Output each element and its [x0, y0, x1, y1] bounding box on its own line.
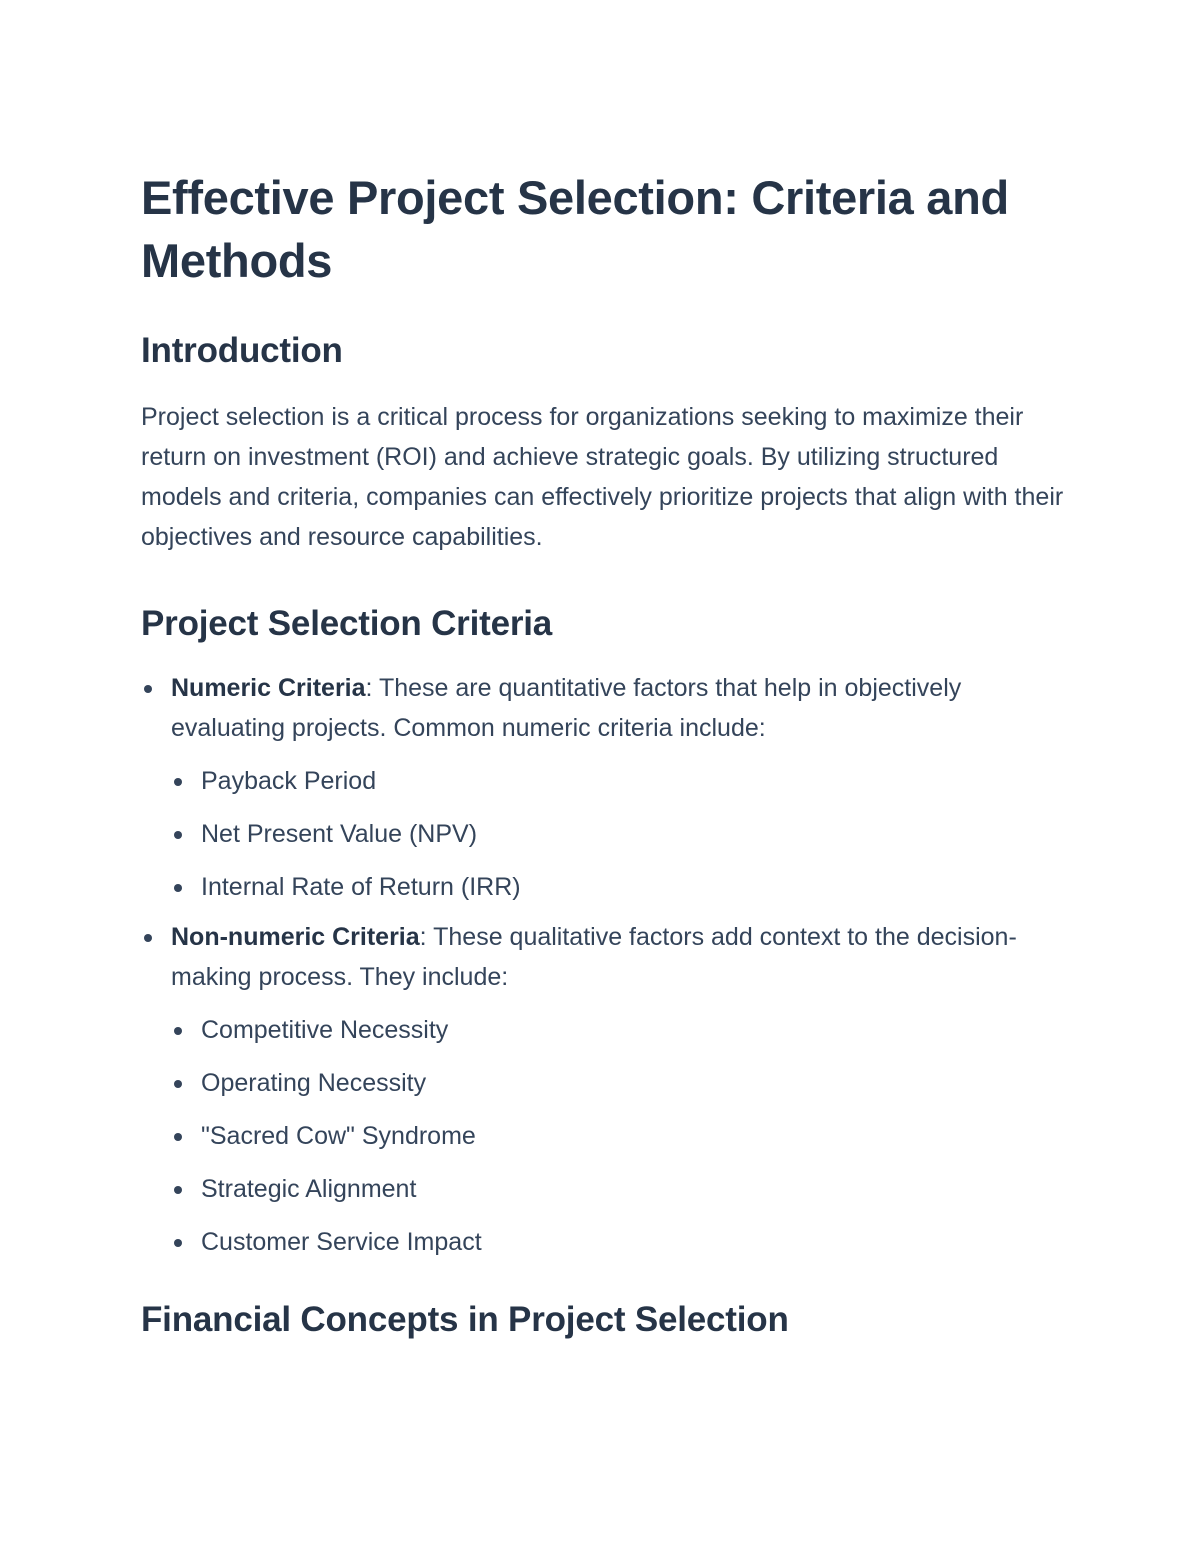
list-item — [171, 1010, 1071, 1050]
financial-concepts-heading: Financial Concepts in Project Selection — [141, 1300, 789, 1339]
numeric-criteria-item — [141, 668, 1071, 907]
list-item — [171, 867, 1071, 907]
list-item-label: Net Present Value (NPV) — [201, 820, 478, 848]
non-numeric-criteria-item — [141, 917, 1071, 1262]
non-numeric-criteria-description: : These qualitative factors add context to the decision-making process. They include: — [171, 923, 1017, 991]
bullet-icon — [144, 685, 152, 693]
numeric-criteria-description: : These are quantitative factors that help in objectively evaluating projects. Common numeric criteria include: — [171, 674, 962, 742]
list-item-label: "Sacred Cow" Syndrome — [201, 1122, 476, 1150]
numeric-criteria-term: Numeric Criteria — [171, 674, 366, 702]
bullet-icon — [174, 884, 182, 892]
list-item-label: Strategic Alignment — [201, 1175, 417, 1203]
bullet-icon — [144, 934, 152, 942]
list-item — [171, 1116, 1071, 1156]
bullet-icon — [174, 1133, 182, 1141]
bullet-icon — [174, 1186, 182, 1194]
list-item-label: Operating Necessity — [201, 1069, 427, 1097]
bullet-icon — [174, 831, 182, 839]
document-title: Effective Project Selection: Criteria and Methods — [141, 171, 1009, 287]
criteria-heading: Project Selection Criteria — [141, 604, 553, 643]
list-item — [171, 761, 1071, 801]
list-item-label: Customer Service Impact — [201, 1228, 482, 1256]
bullet-icon — [174, 1027, 182, 1035]
list-item-label: Internal Rate of Return (IRR) — [201, 873, 521, 901]
introduction-paragraph: Project selection is a critical process for organizations seeking to maximize their return on investment (ROI) and achieve strategic goals. By utilizing structured models and criteria, companies can effectively prioritize projects that align with their objectives and resource capabilities. — [141, 403, 1064, 551]
introduction-heading: Introduction — [141, 331, 343, 370]
bullet-icon — [174, 778, 182, 786]
document-content — [141, 166, 1071, 1342]
bullet-icon — [174, 1239, 182, 1247]
list-item — [171, 1222, 1071, 1262]
criteria-list — [141, 668, 1071, 1262]
list-item — [171, 1169, 1071, 1209]
list-item — [171, 1063, 1071, 1103]
non-numeric-criteria-sublist — [171, 1010, 1071, 1262]
list-item — [171, 814, 1071, 854]
list-item-label: Competitive Necessity — [201, 1016, 449, 1044]
list-item-label: Payback Period — [201, 767, 377, 795]
numeric-criteria-sublist — [171, 761, 1071, 907]
bullet-icon — [174, 1080, 182, 1088]
non-numeric-criteria-term: Non-numeric Criteria — [171, 923, 420, 951]
